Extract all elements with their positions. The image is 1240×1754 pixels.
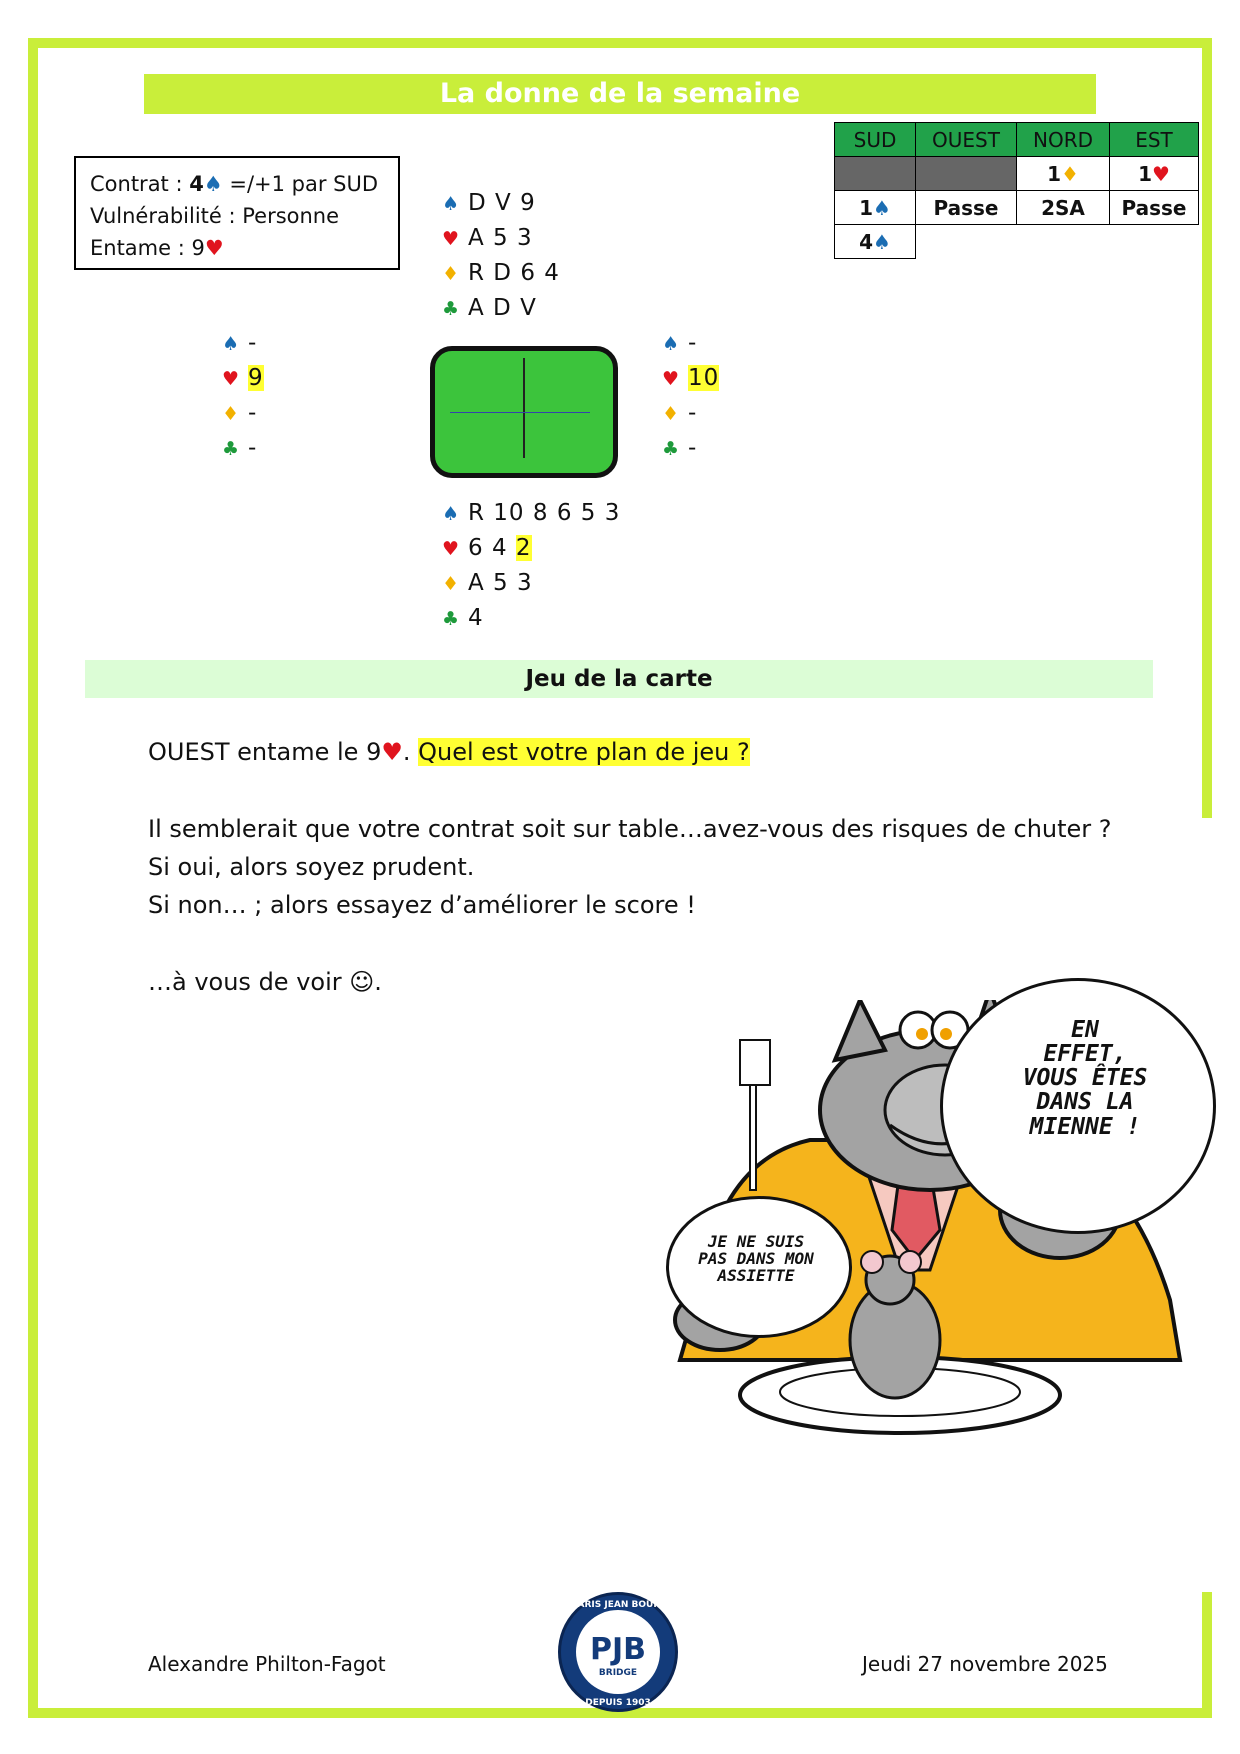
spade-icon: ♠: [662, 333, 681, 355]
logo-pjb: PJB: [589, 1632, 646, 1667]
logo-ring-text: PARIS JEAN BOUIN: [571, 1600, 665, 1610]
south-hearts: 6 4: [468, 535, 516, 561]
club-icon: ♣: [442, 608, 461, 630]
bidding-cell: 1♦: [1017, 157, 1110, 191]
bidding-header-ouest: OUEST: [916, 123, 1017, 157]
heart-icon: ♥: [1151, 161, 1170, 186]
spade-icon: ♠: [442, 193, 461, 215]
diamond-icon: ♦: [442, 263, 461, 285]
west-spades: -: [248, 330, 258, 356]
footer-date: Jeudi 27 novembre 2025: [862, 1652, 1108, 1676]
spade-icon: ♠: [222, 333, 241, 355]
south-hearts-highlight: 2: [515, 535, 532, 561]
spade-icon: ♠: [872, 229, 891, 254]
text-line-5: …à vous de voir ☺.: [148, 968, 382, 996]
west-clubs: -: [248, 435, 258, 461]
bidding-cell: Passe: [916, 191, 1017, 225]
text-line-4: Si non… ; alors essayez d’améliorer le score !: [148, 891, 696, 919]
vulnerability-line: Vulnérabilité : Personne: [90, 204, 340, 228]
heart-icon: ♥: [204, 236, 224, 260]
bidding-header-nord: NORD: [1017, 123, 1110, 157]
bidding-cell-empty: [916, 157, 1017, 191]
text-line-1: OUEST entame le 9♥. Quel est votre plan de jeu ?: [148, 738, 750, 766]
text-line-2: Il semblerait que votre contrat soit sur table…avez-vous des risques de chuter ?: [148, 815, 1112, 843]
lead-label: Entame : 9: [90, 236, 205, 260]
diamond-icon: ♦: [442, 573, 461, 595]
north-hearts: A 5 3: [468, 225, 533, 251]
cat-speech-text: EN EFFET, VOUS ÊTES DANS LA MIENNE !: [1022, 1017, 1148, 1140]
bidding-header-sud: SUD: [835, 123, 916, 157]
diamond-icon: ♦: [662, 403, 681, 425]
contract-box: [74, 156, 400, 270]
heart-icon: ♥: [381, 738, 403, 766]
east-diamonds: -: [688, 400, 698, 426]
heart-icon: ♥: [442, 228, 461, 250]
south-hand: [442, 496, 620, 636]
page-frame-left: [28, 38, 38, 1718]
club-icon: ♣: [442, 298, 461, 320]
page-frame-right-top: [1202, 38, 1212, 818]
table-divider-vertical: [523, 358, 525, 458]
page-frame-right-bottom: [1202, 1592, 1212, 1718]
club-icon: ♣: [222, 438, 241, 460]
east-clubs: -: [688, 435, 698, 461]
bidding-cell: 1♥: [1110, 157, 1199, 191]
north-hand: [442, 186, 560, 326]
bidding-cell: Passe: [1110, 191, 1199, 225]
club-icon: ♣: [662, 438, 681, 460]
contract-line: [90, 168, 384, 200]
diamond-icon: ♦: [222, 403, 241, 425]
south-diamonds: A 5 3: [468, 570, 533, 596]
heart-icon: ♥: [222, 368, 241, 390]
contract-level: 4: [189, 172, 204, 196]
text-line-3: Si oui, alors soyez prudent.: [148, 853, 475, 881]
bidding-cell: 1♠: [835, 191, 916, 225]
lead-line: [90, 232, 384, 264]
spade-icon: ♠: [203, 172, 223, 196]
bidding-table: [834, 122, 1199, 259]
page-title: La donne de la semaine: [144, 74, 1096, 114]
section-title: Jeu de la carte: [85, 660, 1153, 698]
footer-author: Alexandre Philton-Fagot: [148, 1652, 386, 1676]
spade-icon: ♠: [442, 503, 461, 525]
west-hand: [222, 326, 264, 466]
north-spades: D V 9: [468, 190, 536, 216]
east-hearts: 10: [688, 365, 720, 391]
spade-icon: ♠: [872, 195, 891, 220]
east-hand: [662, 326, 719, 466]
page-frame-top: [28, 38, 1212, 48]
south-clubs: 4: [468, 605, 484, 631]
logo-bottom-text: DEPUIS 1903: [585, 1698, 651, 1708]
table-divider-horizontal: [450, 412, 590, 413]
logo-subtitle: BRIDGE: [598, 1668, 638, 1678]
bidding-header-est: EST: [1110, 123, 1199, 157]
south-spades: R 10 8 6 5 3: [468, 500, 621, 526]
contract-label: Contrat :: [90, 172, 190, 196]
north-clubs: A D V: [468, 295, 537, 321]
bidding-cell: 2SA: [1017, 191, 1110, 225]
north-diamonds: R D 6 4: [468, 260, 560, 286]
bidding-cell-empty: [835, 157, 916, 191]
east-spades: -: [688, 330, 698, 356]
west-hearts: 9: [248, 365, 264, 391]
bidding-cell: 4♠: [835, 225, 916, 259]
heart-icon: ♥: [662, 368, 681, 390]
west-diamonds: -: [248, 400, 258, 426]
contract-rest: =/+1 par SUD: [222, 172, 379, 196]
heart-icon: ♥: [442, 538, 461, 560]
question-highlight: Quel est votre plan de jeu ?: [418, 738, 750, 766]
mouse-speech-text: JE NE SUIS PAS DANS MON ASSIETTE: [698, 1232, 814, 1285]
diamond-icon: ♦: [1060, 161, 1079, 186]
